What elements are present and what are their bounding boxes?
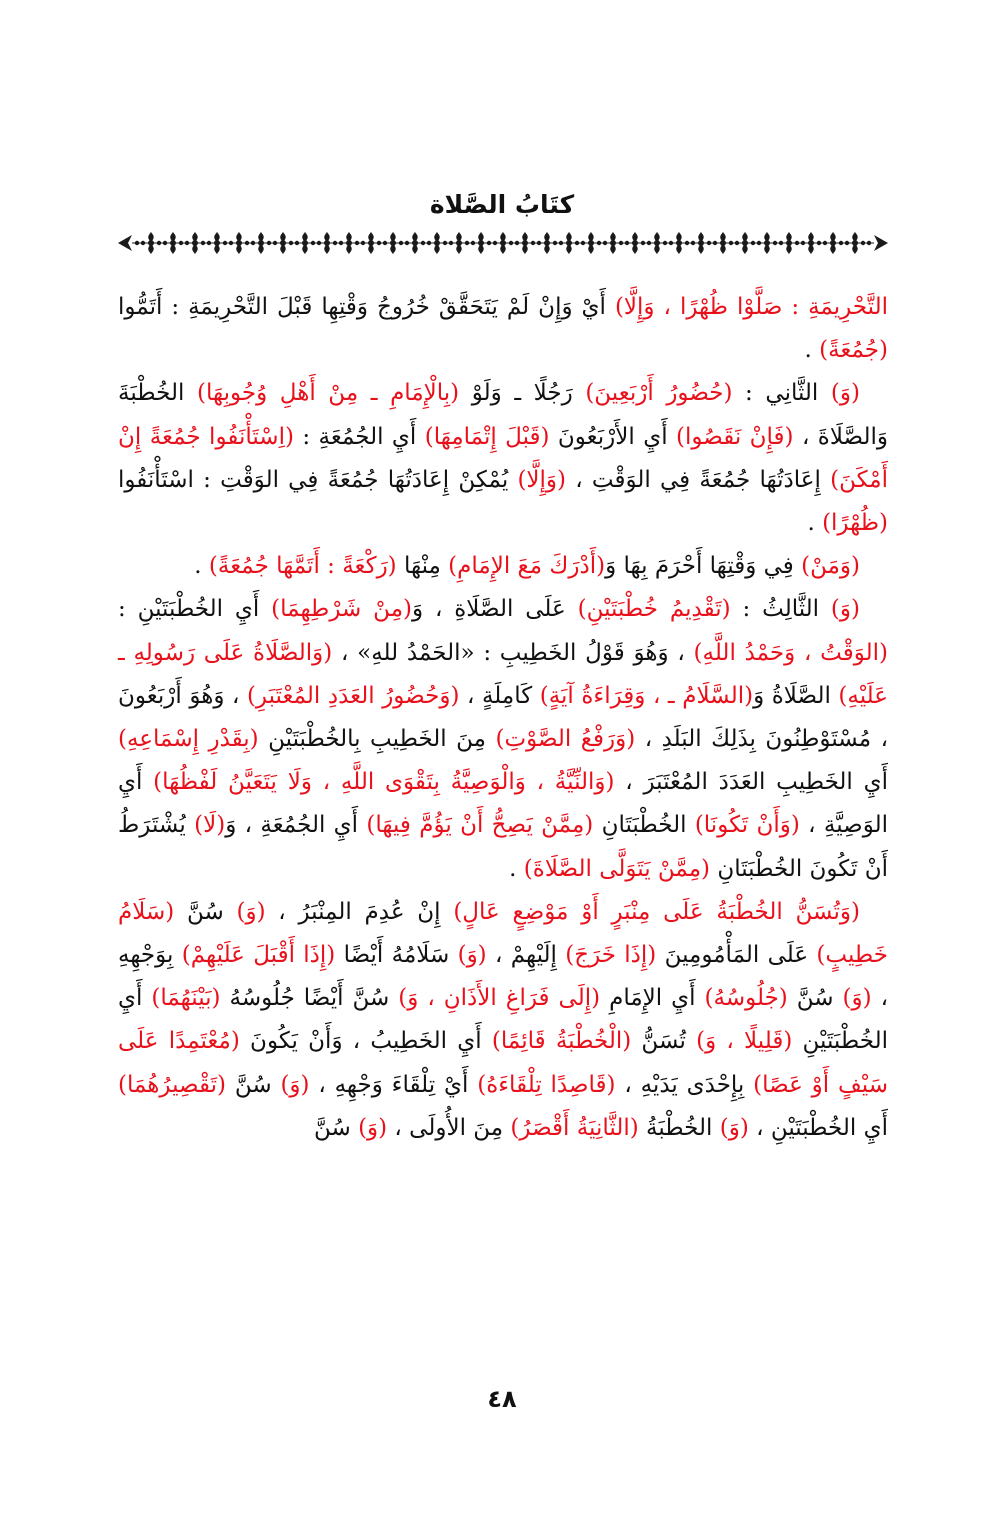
sharh-segment: أَيِ الوَصِيَّةِ ،	[118, 769, 888, 839]
sharh-segment: فِي وَقْتِهَا أَحْرَمَ بِهَا وَ	[605, 553, 802, 580]
matn-segment: (حُضُورُ أَرْبَعِينَ)	[585, 380, 733, 407]
matn-segment: (قَاصِدًا تِلْقَاءَهُ)	[477, 1071, 616, 1098]
matn-segment: (مُعْتَمِدًا عَلَى سَيْفٍ أَوْ عَصًا)	[118, 1028, 888, 1098]
sharh-segment: .	[509, 855, 524, 882]
sharh-segment: إِلَيْهِمْ ،	[486, 942, 566, 969]
sharh-segment: مِنَ الخَطِيبِ بِالخُطْبَتَيْنِ	[258, 726, 496, 753]
matn-segment: (وَ)	[280, 1071, 310, 1098]
paragraph	[118, 372, 888, 545]
sharh-segment: بِوَجْهِهِ ،	[118, 942, 888, 1012]
matn-segment: (وَتُسَنُّ الخُطْبَةُ عَلَى مِنْبَرٍ أَوْ مَوْضِعٍ عَالٍ)	[453, 898, 861, 925]
sharh-segment: أَيِ الخُطْبَتَيْنِ ،	[748, 1114, 888, 1141]
matn-segment: (بَيْنَهُمَا)	[151, 985, 221, 1012]
matn-segment: (وَ)	[457, 942, 487, 969]
sharh-segment: تُسَنُّ	[631, 1028, 697, 1055]
sharh-segment: أَيِ الخَطِيبُ ، وَأَنْ يَكُونَ	[239, 1028, 492, 1055]
matn-segment: (مِمَّنْ يَصِحُّ أَنْ يَؤُمَّ فِيهَا)	[366, 812, 594, 839]
sharh-segment: أَيِ الأَرْبَعُونَ	[549, 423, 677, 450]
matn-segment: (مِمَّنْ يَتَوَلَّى الصَّلَاةَ)	[523, 855, 711, 882]
matn-segment: (وَإِلَّا)	[517, 466, 567, 493]
matn-segment: (لَا)	[194, 812, 226, 839]
sharh-segment: الصَّلَاةُ وَ	[753, 682, 839, 709]
sharh-segment: سُنَّ	[787, 985, 843, 1012]
matn-segment: (وَمَنْ)	[801, 553, 860, 580]
matn-segment: (وَ)	[358, 1114, 388, 1141]
sharh-segment: سَلَامُهُ أَيْضًا	[335, 942, 458, 969]
matn-segment: (وَ)	[830, 380, 860, 407]
sharh-segment: .	[807, 510, 823, 537]
matn-segment: (قَبْلَ إِتْمَامِهَا)	[424, 423, 550, 450]
matn-segment: (الْخُطْبَةُ قَائِمًا)	[491, 1028, 632, 1055]
matn-segment: (سَلَامُ خَطِيبٍ)	[118, 898, 888, 969]
matn-segment: (تَقْدِيمُ خُطْبَتَيْنِ)	[577, 596, 731, 623]
sharh-segment: إِنْ عُدِمَ المِنْبَرُ ،	[265, 898, 454, 925]
sharh-segment: عَلَى المَأْمُومِينَ	[656, 942, 817, 969]
sharh-segment: سُنَّ	[174, 898, 237, 925]
sharh-segment: أَيِ الجُمُعَةِ :	[293, 423, 425, 450]
matn-segment: (الثَّانِيَةُ أَقْصَرُ)	[510, 1114, 639, 1141]
sharh-segment: رَجُلًا ـ وَلَوْ	[459, 380, 586, 407]
sharh-segment: الخُطْبَةَ وَالصَّلَاةَ ،	[118, 380, 889, 450]
sharh-segment: أَيِ الإِمَامِ	[600, 985, 705, 1012]
sharh-segment: الخُطْبَتَانِ	[593, 812, 695, 839]
sharh-segment: إِعَادَتُهَا جُمُعَةً فِي الوَقْتِ ،	[566, 466, 831, 493]
sharh-segment: أَيْ وَإِنْ لَمْ يَتَحَقَّقْ خُرُوجُ وَقْتِهِا قَبْلَ التَّحْرِيمَةِ : أَتَمُّوا	[118, 294, 615, 320]
sharh-segment: أَيِ الخَطِيبِ العَدَدَ المُعْتَبَرَ ،	[614, 769, 888, 796]
sharh-segment: الخُطْبَةُ	[638, 1114, 720, 1141]
matn-segment: التَّحْرِيمَةِ : صَلَّوْا ظُهْرًا ، وَإِلَّا)	[614, 294, 889, 320]
floral-border-icon	[118, 229, 888, 257]
sharh-segment: سُنَّ	[226, 1071, 281, 1098]
page-title: كتَابُ الصَّلاة	[429, 190, 575, 219]
matn-segment: (وَ)	[842, 985, 872, 1012]
paragraph	[118, 545, 888, 588]
matn-segment: (وَالنِّيَّةُ ، وَالْوَصِيَّةُ بِتَقْوَى اللَّهِ ، وَلَا يَتَعَيَّنُ لَفْظُهَا)	[153, 769, 615, 796]
sharh-segment: بِإِحْدَى يَدَيْهِ ،	[615, 1071, 754, 1098]
sharh-segment: .	[194, 553, 209, 580]
sharh-segment: أَيْ تِلْقَاءَ وَجْهِهِ ،	[309, 1071, 478, 1098]
matn-segment: (اِسْتَأْنَفُوا جُمُعَةً إِنْ أَمْكَنَ)	[118, 423, 888, 493]
matn-segment: (وَرَفْعُ الصَّوْتِ)	[495, 726, 636, 753]
paragraph	[118, 588, 888, 890]
sharh-segment: .	[804, 337, 820, 364]
commentary-text-body	[118, 286, 888, 1150]
sharh-segment: ، وَهُوَ أَرْبَعُونَ ، مُسْتَوْطِنُونَ بِذَلِكَ البَلَدِ ،	[118, 682, 888, 753]
matn-segment: (ظُهْرًا)	[822, 510, 888, 537]
matn-segment: (تَقْصِيرُهُمَا)	[118, 1071, 226, 1098]
matn-segment: (جُمُعَةً)	[819, 337, 888, 364]
matn-segment: (بِالْإِمَامِ ـ مِنْ أَهْلِ وُجُوبِهَا)	[196, 380, 460, 407]
sharh-segment: مِنَ الأُولَى ،	[387, 1114, 511, 1141]
matn-segment: (أَدْرَكَ مَعَ الإِمَامِ)	[448, 553, 606, 580]
paragraph	[118, 891, 888, 1150]
matn-segment: (إِلَى فَرَاغِ الأَذَانِ ، وَ)	[398, 985, 601, 1012]
sharh-segment: سُنَّ أَيْضًا جُلُوسُهُ	[220, 985, 399, 1012]
sharh-segment: سُنَّ	[313, 1114, 359, 1141]
sharh-segment: عَلَى الصَّلَاةِ ، وَ	[411, 596, 578, 623]
matn-segment: (وَأَنْ تَكُونَا)	[694, 812, 800, 839]
matn-segment: (جُلُوسُهُ)	[704, 985, 788, 1012]
page-number: ٤٨	[487, 1385, 517, 1413]
matn-segment: (قَلِيلًا ، وَ)	[696, 1028, 793, 1055]
sharh-segment: أَيِ الجُمُعَةِ ، وَ	[225, 812, 367, 839]
matn-segment: (رَكْعَةً : أَتَمَّهَا جُمُعَةً)	[208, 553, 397, 580]
sharh-segment: أَيِ الخُطْبَتَيْنِ	[118, 985, 888, 1055]
sharh-segment: الثَّالِثُ :	[730, 596, 831, 623]
matn-segment: (وَ)	[830, 596, 860, 623]
sharh-segment: كَامِلَةٍ ،	[459, 682, 540, 709]
matn-segment: (الوَقْتُ ، وَحَمْدُ اللَّهِ)	[693, 639, 888, 666]
sharh-segment: ، وَهُوَ قَوْلُ الخَطِيبِ : «الحَمْدُ للهِ» ،	[332, 639, 694, 666]
sharh-segment: الثَّانِي :	[732, 380, 831, 407]
matn-segment: (وَ)	[719, 1114, 749, 1141]
sharh-segment: يُشْتَرَطُ أَنْ تَكُونَ الخُطْبَتَانِ	[118, 812, 888, 882]
matn-segment: (وَالصَّلَاةُ عَلَى رَسُولِهِ ـ عَلَيْهِ)	[118, 639, 888, 709]
paragraph	[118, 286, 888, 372]
sharh-segment: أَيِ الخُطْبَتَيْنِ :	[118, 596, 272, 623]
sharh-segment: يُمْكِنْ إِعَادَتُهَا جُمُعَةً فِي الوَقْتِ : اسْتَأْنَفُوا	[118, 466, 518, 493]
matn-segment: (بِقَدْرِ إِسْمَاعِهِ)	[118, 726, 259, 753]
matn-segment: (إِذَا خَرَجَ)	[565, 942, 657, 969]
matn-segment: (فَإِنْ نَقَصُوا)	[676, 423, 794, 450]
matn-segment: (وَ)	[236, 898, 266, 925]
matn-segment: (السَّلَامُ ـ ، وَقِرَاءَةُ آيَةٍ)	[539, 682, 754, 709]
matn-segment: (مِنْ شَرْطِهِمَا)	[271, 596, 412, 623]
sharh-segment: مِنْهَا	[396, 553, 449, 580]
matn-segment: (وَحُضُورُ العَدَدِ المُعْتَبَرِ)	[246, 682, 460, 709]
matn-segment: (إِذَا أَقْبَلَ عَلَيْهِمْ)	[181, 942, 336, 969]
